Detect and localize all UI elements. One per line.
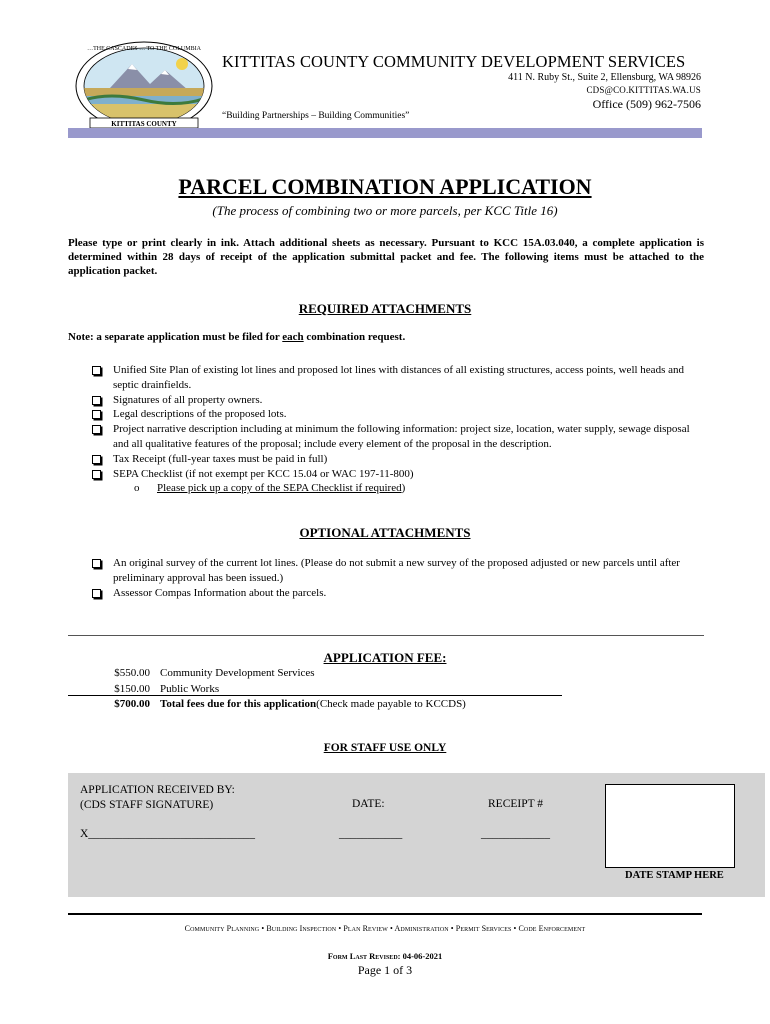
date-stamp-box <box>605 784 735 868</box>
checklist-item <box>90 422 702 452</box>
date-field[interactable]: ___________ <box>339 828 403 840</box>
staff-signature-label: (CDS STAFF SIGNATURE) <box>80 799 214 811</box>
checkbox-icon[interactable] <box>92 396 101 405</box>
checkbox-icon[interactable] <box>92 559 101 568</box>
receipt-field[interactable]: ____________ <box>481 828 550 840</box>
fee-label: Public Works <box>160 682 220 695</box>
checkbox-icon[interactable] <box>92 470 101 479</box>
checkbox-icon[interactable] <box>92 589 101 598</box>
required-note-after: combination request. <box>303 331 406 343</box>
checkbox-icon[interactable] <box>92 425 101 434</box>
required-attachments-heading: REQUIRED ATTACHMENTS <box>298 301 472 316</box>
fee-label: Community Development Services <box>160 667 315 679</box>
checklist-item-text: Tax Receipt (full-year taxes must be paid in full) <box>113 452 328 465</box>
checkbox-icon[interactable] <box>92 366 101 375</box>
received-by-text: APPLICATION RECEIVED BY: <box>80 784 235 796</box>
signature-field[interactable]: X_____________________________ <box>80 828 256 840</box>
sepa-pickup-close: ) <box>401 482 406 495</box>
fee-total-label: Total fees due for this application <box>160 698 317 710</box>
footer-divider <box>68 913 702 915</box>
checklist-sub-item <box>90 481 702 496</box>
fee-total-rule <box>68 695 562 696</box>
checkbox-icon[interactable] <box>92 410 101 419</box>
fee-total-amount: $700.00 <box>114 698 150 710</box>
checklist-item-text: Unified Site Plan of existing lot lines and proposed lot lines with distances of all existing structures, access points, well heads and septic drainfields. <box>113 364 684 391</box>
staff-use-heading: FOR STAFF USE ONLY <box>323 742 447 754</box>
checklist-item <box>90 363 702 393</box>
date-stamp-label: DATE STAMP HERE <box>625 870 724 881</box>
org-phone: Office (509) 962-7506 <box>592 97 701 111</box>
logo-arc-text: …THE CASCADES … TO THE COLUMBIA <box>87 46 201 52</box>
required-note-emphasis: each <box>282 331 304 343</box>
fee-amount: $150.00 <box>114 682 150 695</box>
checklist-item-text: An original survey of the current lot lines. (Please do not submit a new survey of the proposed adjusted or new parcels until after preliminary approval has been issued.) <box>113 557 680 584</box>
sepa-pickup-note: Please pick up a copy of the SEPA Checklist if required <box>157 482 402 495</box>
checklist-item-text: Signatures of all property owners. <box>113 393 263 406</box>
checklist-item <box>90 393 702 408</box>
receipt-label: RECEIPT # <box>488 798 544 810</box>
date-label: DATE: <box>352 798 385 810</box>
received-by-label <box>80 783 235 813</box>
county-logo <box>70 40 218 130</box>
application-fee-heading: APPLICATION FEE: <box>323 650 447 665</box>
fee-table <box>104 666 466 713</box>
org-address: 411 N. Ruby St., Suite 2, Ellensburg, WA 98926 <box>508 72 701 83</box>
checklist-item <box>90 556 702 586</box>
optional-attachments-heading: OPTIONAL ATTACHMENTS <box>299 525 471 540</box>
fee-total-row <box>104 697 466 713</box>
intro-paragraph: Please type or print clearly in ink. Attach additional sheets as necessary. Pursuant to KCC 15A.03.040, a complete application is determined within 28 days of receipt of the application submittal packet and fee. The following items must be attached to the application packet. <box>68 237 704 277</box>
fee-divider <box>68 635 704 636</box>
fee-total-note: (Check made payable to KCCDS) <box>316 698 466 710</box>
org-name: KITTITAS COUNTY COMMUNITY DEVELOPMENT SERVICES <box>222 52 686 71</box>
required-note-before: Note: a separate application must be filed for <box>68 331 283 343</box>
checklist-item <box>90 407 702 422</box>
sub-bullet-icon: o <box>134 482 140 495</box>
org-email[interactable]: CDS@CO.KITTITAS.WA.US <box>586 85 701 95</box>
checklist-item-text: Assessor Compas Information about the parcels. <box>113 586 327 599</box>
checklist-item <box>90 452 702 467</box>
checklist-item <box>90 467 702 482</box>
logo-text: KITTITAS COUNTY <box>111 120 177 128</box>
checklist-item-text: SEPA Checklist (if not exempt per KCC 15.04 or WAC 197-11-800) <box>113 467 414 480</box>
optional-checklist <box>90 556 702 600</box>
checklist-item-text: Legal descriptions of the proposed lots. <box>113 408 287 421</box>
checklist-item <box>90 586 702 601</box>
required-note <box>68 331 405 343</box>
checklist-item-text: Project narrative description including at minimum the following information: project size, location, water supply, sewage disposal and all qualitative features of the proposal; include every element of the proposal in the description. <box>113 423 690 450</box>
page-subtitle: (The process of combining two or more parcels, per KCC Title 16) <box>212 203 558 218</box>
fee-amount: $550.00 <box>114 667 150 679</box>
page-title: PARCEL COMBINATION APPLICATION <box>178 174 592 199</box>
form-revised-date: Form Last Revised: 04-06-2021 <box>327 951 443 961</box>
org-tagline: “Building Partnerships – Building Communities” <box>222 111 410 121</box>
checkbox-icon[interactable] <box>92 455 101 464</box>
required-checklist <box>90 363 702 496</box>
page-number: Page 1 of 3 <box>357 963 413 977</box>
fee-row <box>104 666 466 682</box>
footer-services: Community Planning • Building Inspection • Plan Review • Administration • Permit Services • Code Enforcement <box>184 924 586 933</box>
header-divider-bar <box>68 128 702 138</box>
